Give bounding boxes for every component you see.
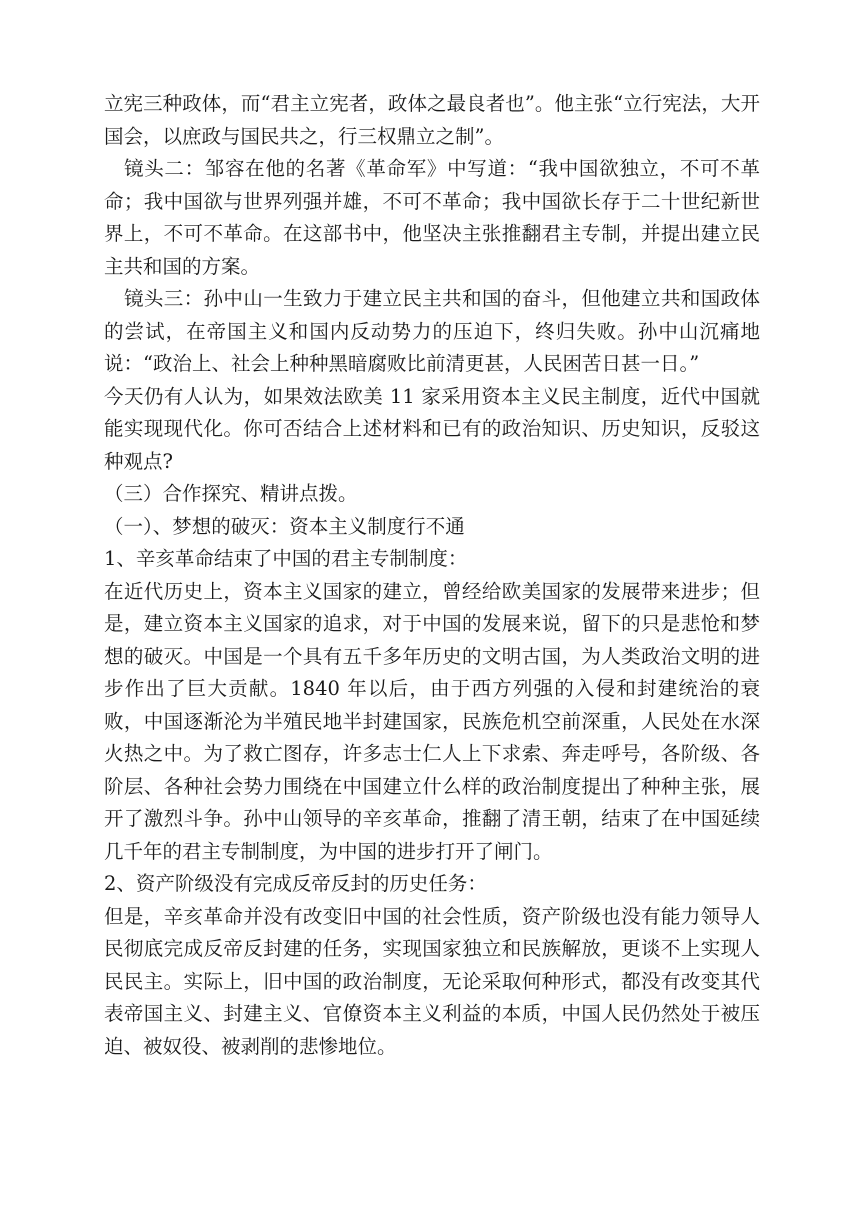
paragraph-social-nature: 但是，辛亥革命并没有改变旧中国的社会性质，资产阶级也没有能力领导人民彻底完成反帝反封建的任务，实现国家独立和民族解放，更谈不上实现人民民主。实际上，旧中国的政治制度，无论采取何种形式，都没有改变其代表帝国主义、封建主义、官僚资本主义利益的本质，中国人民仍然处于被压迫、被奴役、被剥削的悲惨地位。 — [104, 904, 760, 1058]
subheading-xinhai-revolution: 1、辛亥革命结束了中国的君主专制制度： — [104, 547, 468, 570]
document-page — [104, 88, 760, 1063]
subheading-bourgeoisie-failed: 2、资产阶级没有完成反帝反封的历史任务： — [104, 872, 487, 895]
paragraph-scene-two: 镜头二：邹容在他的名著《革命军》中写道：“我中国欲独立，不可不革命；我中国欲与世界列强并雄，不可不革命；我中国欲长存于二十世纪新世界上，不可不革命。在这部书中，他坚决主张推翻君主专制，并提出建立民主共和国的方案。 — [104, 157, 760, 278]
section-heading-cooperative-inquiry: （三）合作探究、精讲点拨。 — [104, 482, 358, 505]
paragraph-scene-three: 镜头三：孙中山一生致力于建立民主共和国的奋斗，但他建立共和国政体的尝试，在帝国主义和国内反动势力的压迫下，终归失败。孙中山沉痛地说：“政治上、社会上种种黑暗腐败比前清更甚，人民困苦日甚一日。” — [104, 287, 760, 375]
paragraph-modern-history: 在近代历史上，资本主义国家的建立，曾经给欧美国家的发展带来进步；但是，建立资本主义国家的追求，对于中国的发展来说，留下的只是悲怆和梦想的破灭。中国是一个具有五千多年历史的文明古国，为人类政治文明的进步作出了巨大贡献。1840 年以后，由于西方列强的入侵和封建统治的衰败，中国逐渐沦为半殖民地半封建国家，民族危机空前深重，人民处在水深火热之中。为了救亡图存，许多志士仁人上下求索、奔走呼号，各阶级、各阶层、各种社会势力围绕在中国建立什么样的政治制度提出了种种主张，展开了激烈斗争。孙中山领导的辛亥革命，推翻了清王朝，结束了在中国延续几千年的君主专制制度，为中国的进步打开了闸门。 — [104, 579, 760, 863]
paragraph-question: 今天仍有人认为，如果效法欧美 11 家采用资本主义民主制度，近代中国就能实现现代化。你可否结合上述材料和已有的政治知识、历史知识，反驳这种观点? — [104, 384, 760, 473]
paragraph-constitutional-monarchy: 立宪三种政体，而“君主立宪者，政体之最良者也”。他主张“立行宪法，大开国会，以庶政与国民共之，行三权鼎立之制”。 — [104, 92, 760, 148]
section-heading-dream-shattered: （一）、梦想的破灭：资本主义制度行不通 — [104, 514, 465, 538]
